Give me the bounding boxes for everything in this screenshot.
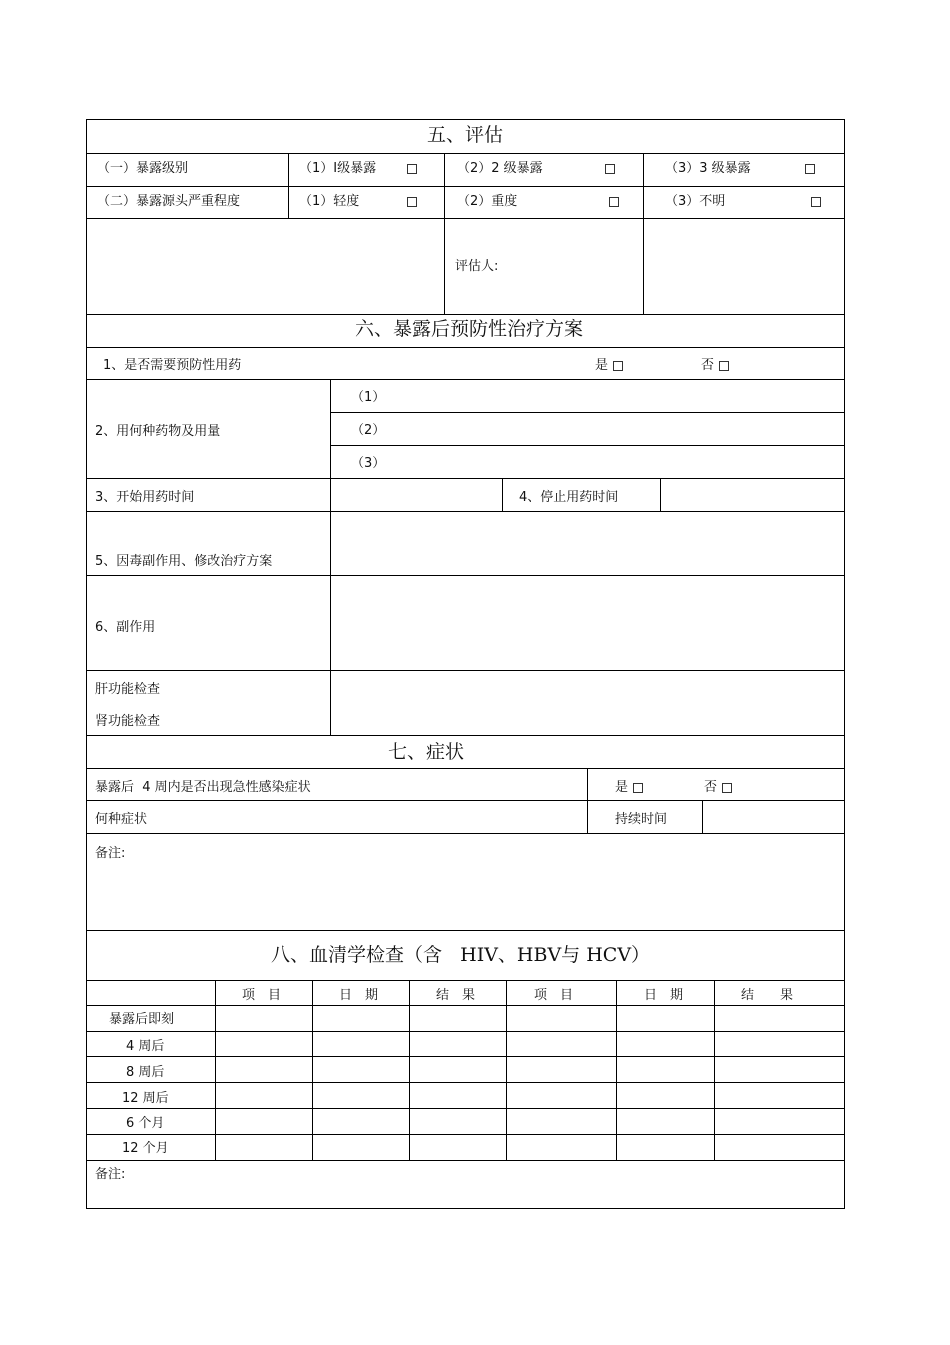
- regimen-change-label: 5、因毒副作用、修改治疗方案: [95, 554, 273, 569]
- no-label: 否: [701, 358, 715, 373]
- assessor-label: 评估人:: [455, 259, 499, 274]
- unknown-checkbox[interactable]: [811, 197, 821, 207]
- divider: [616, 980, 617, 1160]
- serology-note-field[interactable]: [87, 1161, 844, 1208]
- divider: [444, 153, 445, 314]
- divider: [87, 1056, 844, 1057]
- symptoms-yes-checkbox[interactable]: [633, 783, 643, 793]
- level3-option-label: （3）3 级暴露: [665, 161, 751, 176]
- exposure-level-label: （一）暴露级别: [97, 161, 189, 176]
- source-severity-label: （二）暴露源头严重程度: [97, 194, 241, 209]
- symptom-type-field[interactable]: [207, 801, 587, 833]
- divider: [87, 186, 844, 187]
- kidney-function-label: 肾功能检查: [95, 714, 161, 729]
- duration-label: 持续时间: [615, 812, 668, 827]
- row-label: 8 周后: [126, 1065, 165, 1080]
- unknown-option-label: （3）不明: [665, 194, 726, 209]
- level3-checkbox[interactable]: [805, 164, 815, 174]
- symptoms-note-field[interactable]: [87, 834, 844, 930]
- level2-option-label: （2）2 级暴露: [457, 161, 543, 176]
- divider: [87, 314, 844, 315]
- side-effects-label: 6、副作用: [95, 620, 156, 635]
- row-label: 12 个月: [122, 1141, 169, 1156]
- column-header: 项 目: [534, 988, 574, 1003]
- assessment-notes-field[interactable]: [87, 219, 444, 314]
- drug-3-label: （3）: [351, 456, 386, 471]
- symptom-type-label: 何种症状: [95, 812, 148, 827]
- divider: [714, 980, 715, 1160]
- section-5-title: 五、评估: [427, 124, 504, 146]
- divider: [87, 930, 844, 931]
- liver-function-label: 肝功能检查: [95, 682, 161, 697]
- acute-symptoms-question: 暴露后 4 周内是否出现急性感染症状: [95, 780, 311, 795]
- column-header: 日 期: [644, 988, 684, 1003]
- stop-time-label: 4、停止用药时间: [519, 490, 619, 505]
- prophylaxis-yes-checkbox[interactable]: [613, 361, 623, 371]
- column-header: 日 期: [339, 988, 379, 1003]
- prophylaxis-needed-label: 1、是否需要预防性用药: [103, 358, 242, 373]
- divider: [87, 379, 844, 380]
- prophylaxis-no-checkbox[interactable]: [719, 361, 729, 371]
- no-label: 否: [704, 780, 718, 795]
- divider: [215, 980, 216, 1160]
- mild-option-label: （1）轻度: [299, 194, 360, 209]
- organ-function-field[interactable]: [331, 671, 844, 735]
- exposure-form: [86, 119, 845, 1209]
- side-effects-field[interactable]: [331, 576, 844, 670]
- mild-checkbox[interactable]: [407, 197, 417, 207]
- drug-1-label: （1）: [351, 390, 386, 405]
- divider: [312, 980, 313, 1160]
- start-time-field[interactable]: [331, 479, 502, 511]
- divider: [330, 412, 844, 413]
- divider: [87, 1082, 844, 1083]
- divider: [87, 1134, 844, 1135]
- divider: [330, 445, 844, 446]
- section-7-title: 七、症状: [388, 741, 465, 763]
- row-label: 暴露后即刻: [109, 1012, 175, 1027]
- level1-option-label: （1）Ⅰ级暴露: [299, 161, 377, 176]
- section-6-title: 六、暴露后预防性治疗方案: [355, 318, 584, 340]
- severe-option-label: （2）重度: [457, 194, 518, 209]
- divider: [506, 980, 507, 1160]
- divider: [409, 980, 410, 1160]
- column-header: 结 果: [741, 988, 794, 1003]
- serology-note-label: 备注:: [95, 1167, 126, 1182]
- yes-label: 是: [595, 358, 609, 373]
- symptoms-no-checkbox[interactable]: [722, 783, 732, 793]
- drug-dosage-label: 2、用何种药物及用量: [95, 424, 221, 439]
- row-label: 12 周后: [122, 1091, 169, 1106]
- drug-2-label: （2）: [351, 423, 386, 438]
- divider: [87, 347, 844, 348]
- divider: [87, 980, 844, 981]
- row-label: 6 个月: [126, 1116, 165, 1131]
- column-header: 项 目: [242, 988, 282, 1003]
- section-8-title: 八、血清学检查（含 HIV、HBV与 HCV）: [271, 944, 651, 966]
- divider: [87, 153, 844, 154]
- divider: [288, 153, 289, 218]
- divider: [87, 1108, 844, 1109]
- duration-field[interactable]: [703, 801, 844, 833]
- column-header: 结 果: [436, 988, 476, 1003]
- divider: [87, 1005, 844, 1006]
- row-label: 4 周后: [126, 1039, 165, 1054]
- divider: [502, 478, 503, 511]
- level2-checkbox[interactable]: [605, 164, 615, 174]
- start-time-label: 3、开始用药时间: [95, 490, 195, 505]
- divider: [87, 735, 844, 736]
- divider: [87, 768, 844, 769]
- yes-label: 是: [615, 780, 629, 795]
- symptoms-note-label: 备注:: [95, 846, 126, 861]
- regimen-change-field[interactable]: [331, 512, 844, 575]
- severe-checkbox[interactable]: [609, 197, 619, 207]
- divider: [87, 1031, 844, 1032]
- level1-checkbox[interactable]: [407, 164, 417, 174]
- assessor-signature-field[interactable]: [644, 219, 844, 314]
- stop-time-field[interactable]: [661, 479, 844, 511]
